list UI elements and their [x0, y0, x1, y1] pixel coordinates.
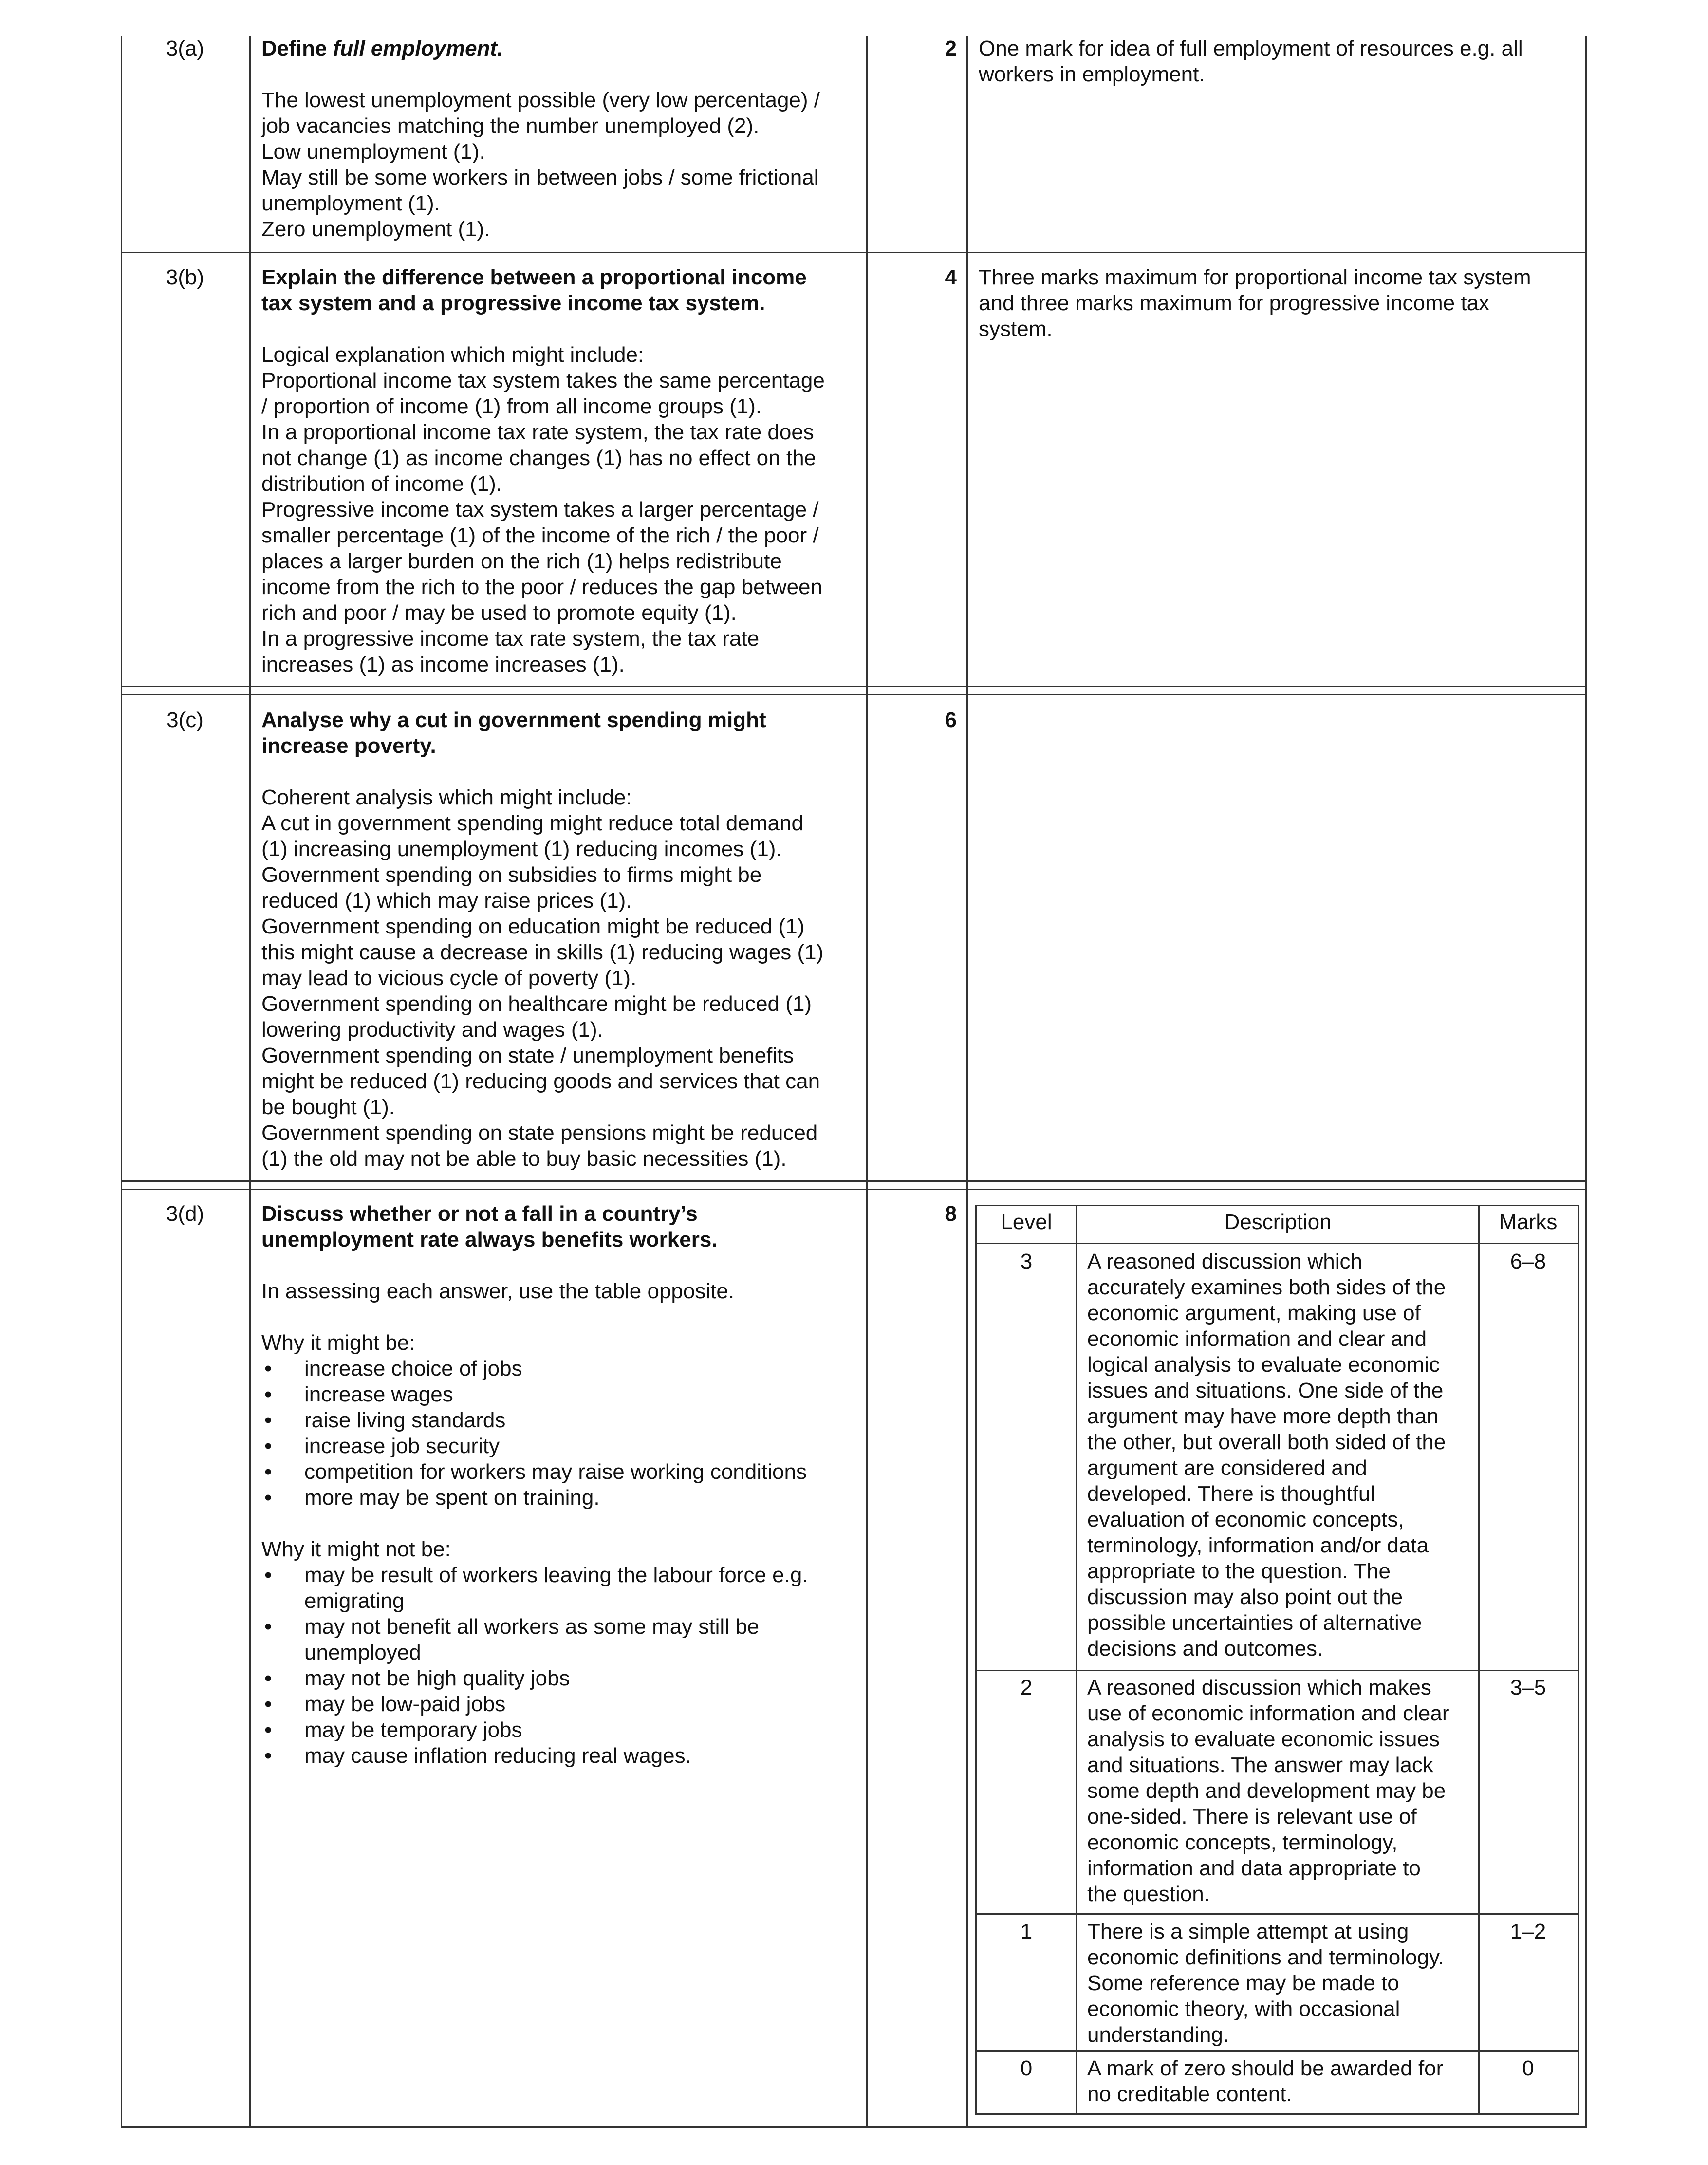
table-divider-guidance — [966, 36, 968, 2128]
list-item: • more may be spent on training. — [261, 1485, 855, 1511]
level-marks: 0 — [1522, 2056, 1534, 2080]
levels-table-rule — [977, 1243, 1578, 1244]
header-description: Description — [1224, 1210, 1332, 1234]
list-item: • may be result of workers leaving the labour force e.g. emigrating — [261, 1562, 855, 1614]
header-marks: Marks — [1499, 1210, 1558, 1234]
levels-table-rule — [977, 1670, 1578, 1671]
level-number: 2 — [1020, 1676, 1033, 1699]
level-description: A mark of zero should be awarded for no creditable content. — [1087, 2056, 1444, 2106]
question-number: 3(b) — [166, 265, 204, 289]
list-item: • increase job security — [261, 1433, 855, 1459]
table-divider-marks — [866, 36, 868, 2128]
levels-table-rule — [977, 1913, 1578, 1915]
question-3b-text — [261, 264, 855, 677]
guidance-text: Three marks maximum for proportional income tax system and three marks maximum for progressive income tax system. — [979, 265, 1531, 341]
why-not-heading: Why it might not be: — [261, 1537, 451, 1561]
table-border-left — [121, 36, 122, 2128]
answer-lines: Coherent analysis which might include: A cut in government spending might reduce total demand (1) increasing unemployment (1) reducing incomes (1). Government spending on subsidies to firms might be reduced (1) which may raise prices (1). Government spending on education might be reduced (1) this might cause a decrease in skills (1) reducing wages (1) may lead to vicious cycle of poverty (1). Government spending on healthcare might be reduced (1) lowering productivity and wages (1). Government spending on state / unemployment benefits might be reduced (1) reducing goods and services that can be bought (1). Government spending on state pensions might be reduced (1) the old may not be able to buy basic necessities (1). — [261, 785, 824, 1171]
list-item: • may be temporary jobs — [261, 1717, 855, 1743]
question-prompt: Define full employment. — [261, 37, 503, 60]
levels-table-divider — [1076, 1206, 1077, 2113]
question-prompt-line: Explain the difference between a proportional income — [261, 265, 807, 289]
table-border-right — [1585, 36, 1587, 2128]
level-description: A reasoned discussion which accurately examines both sides of the economic argument, making use of economic information and clear and logical analysis to evaluate economic issues and situations. One side of the argument may have more depth than the other, but overall both sided of the argument are considered and developed. There is thoughtful evaluation of economic concepts, terminology, information and/or data appropriate to the question. The discussion may also point out the possible uncertainties of alternative decisions and outcomes. — [1087, 1250, 1446, 1661]
question-number: 3(c) — [167, 708, 204, 732]
list-item: • increase wages — [261, 1381, 855, 1407]
question-3d-text — [261, 1201, 855, 1769]
level-description: There is a simple attempt at using economic definitions and terminology. Some reference may be made to economic theory, with occasional understanding. — [1087, 1920, 1444, 2047]
answer-lines: The lowest unemployment possible (very low percentage) / job vacancies matching the number unemployed (2). Low unemployment (1). May still be some workers in between jobs / some frictional unemployment (1). Zero unemployment (1). — [261, 88, 820, 241]
marks-value: 6 — [945, 708, 957, 732]
row-separator-c-d-bottom — [121, 1189, 1587, 1190]
marks-value: 4 — [945, 265, 957, 289]
why-not-points-list — [261, 1562, 855, 1769]
row-separator-b-c-bottom — [121, 694, 1587, 695]
row-separator-a-b — [121, 252, 1587, 253]
level-number: 3 — [1020, 1250, 1033, 1273]
list-item: • may be low-paid jobs — [261, 1691, 855, 1717]
list-item: • may not be high quality jobs — [261, 1665, 855, 1691]
levels-marking-table — [975, 1205, 1579, 2115]
why-points-list — [261, 1356, 855, 1511]
row-separator-b-c-top — [121, 686, 1587, 687]
marks-value: 2 — [945, 37, 957, 60]
level-description: A reasoned discussion which makes use of economic information and clear analysis to evaluate economic issues and situations. The answer may lack some depth and development may be one-sided. There is relevant use of economic concepts, terminology, information and data appropriate to the question. — [1087, 1676, 1449, 1906]
question-number: 3(d) — [166, 1202, 204, 1226]
question-number: 3(a) — [166, 37, 204, 60]
table-border-bottom — [121, 2126, 1587, 2128]
answer-lines: Logical explanation which might include: Proportional income tax system takes the same percentage / proportion of income (1) from all income groups (1). In a proportional income tax rate system, the tax rate does not change (1) as income changes (1) has no effect on the distribution of income (1). Progressive income tax system takes a larger percentage / smaller percentage (1) of the income of the rich / the poor / places a larger burden on the rich (1) helps redistribute income from the rich to the poor / reduces the gap between rich and poor / may be used to promote equity (1). In a progressive income tax rate system, the tax rate increases (1) as income increases (1). — [261, 343, 825, 676]
list-item: • increase choice of jobs — [261, 1356, 855, 1381]
levels-table-rule — [977, 2050, 1578, 2052]
header-level: Level — [1001, 1210, 1052, 1234]
level-number: 1 — [1020, 1920, 1033, 1943]
level-marks: 3–5 — [1510, 1676, 1546, 1699]
question-prompt-line: Analyse why a cut in government spending might — [261, 708, 766, 732]
question-prompt-line: Discuss whether or not a fall in a country’s — [261, 1202, 698, 1226]
list-item: • raise living standards — [261, 1407, 855, 1433]
level-number: 0 — [1020, 2056, 1033, 2080]
question-3c-text — [261, 707, 855, 1172]
table-divider-question — [249, 36, 251, 2128]
list-item: • may not benefit all workers as some may still be unemployed — [261, 1614, 855, 1665]
list-item: • may cause inflation reducing real wages. — [261, 1743, 855, 1769]
level-marks: 6–8 — [1510, 1250, 1546, 1273]
level-marks: 1–2 — [1510, 1920, 1546, 1943]
question-3a-text — [261, 36, 855, 242]
levels-table-divider — [1478, 1206, 1480, 2113]
list-item: • competition for workers may raise working conditions — [261, 1459, 855, 1485]
why-heading: Why it might be: — [261, 1331, 415, 1355]
question-prompt-line: unemployment rate always benefits workers. — [261, 1228, 718, 1251]
row-separator-c-d-top — [121, 1180, 1587, 1182]
guidance-text: One mark for idea of full employment of resources e.g. all workers in employment. — [979, 37, 1523, 86]
marks-value: 8 — [945, 1202, 957, 1226]
question-prompt-line: tax system and a progressive income tax system. — [261, 291, 765, 315]
question-prompt-line: increase poverty. — [261, 734, 436, 758]
assessment-intro: In assessing each answer, use the table opposite. — [261, 1279, 735, 1303]
